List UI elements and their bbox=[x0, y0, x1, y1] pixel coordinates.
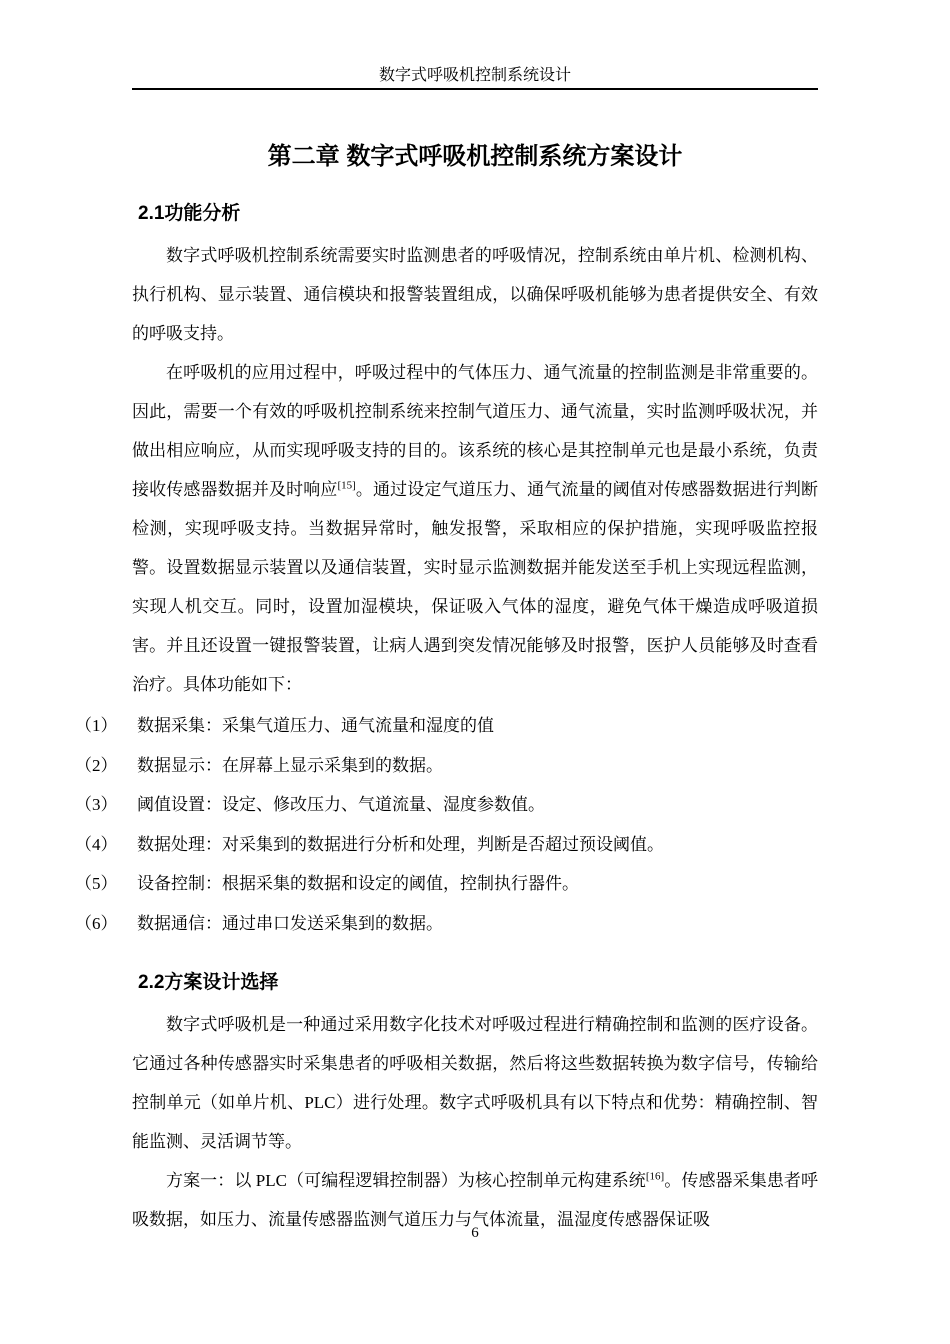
list-item-number: （6） bbox=[75, 913, 118, 933]
page-number: 6 bbox=[471, 1225, 479, 1241]
list-item-number: （3） bbox=[75, 795, 118, 814]
section-heading-2-1: 2.1功能分析 bbox=[138, 203, 241, 224]
list-item-text: 数据通信：通过串口发送采集到的数据。 bbox=[137, 913, 443, 933]
list-item-number: （4） bbox=[75, 834, 118, 854]
paragraph-text: 。通过设定气道压力、通气流量的阈值对传感器数据进行判断检测，实现呼吸支持。当数据异常时，触发报警，采取相应的保护措施，实现呼吸监控报警。设置数据显示装置以及通信装置，实时显示监测数据并能发送至手机上实现远程监测，实现人机交互。同时，设置加湿模块，保证吸入气体的湿度，避免气体干燥造成呼吸道损害。并且还设置一键报警装置，让病人遇到突发情况能够及时报警，医护人员能够及时查看治疗。具体功能如下： bbox=[132, 480, 818, 694]
paragraph-text: 方案一：以 PLC（可编程逻辑控制器）为核心控制单元构建系统 bbox=[166, 1171, 646, 1190]
list-item-number: （5） bbox=[75, 874, 118, 893]
list-item-number: （1） bbox=[75, 716, 118, 735]
running-header bbox=[132, 64, 818, 96]
paragraph-functions-overview: 数字式呼吸机控制系统需要实时监测患者的呼吸情况，控制系统由单片机、检测机构、执行机构、显示装置、通信模块和报警装置组成，以确保呼吸机能够为患者提供安全、有效的呼吸支持。 bbox=[132, 246, 818, 343]
list-item bbox=[75, 785, 818, 825]
chapter-title: 第二章 数字式呼吸机控制系统方案设计 bbox=[267, 143, 683, 170]
list-item-text: 阈值设置：设定、修改压力、气道流量、湿度参数值。 bbox=[137, 795, 545, 814]
paragraph-system-description bbox=[132, 353, 818, 704]
list-item-text: 设备控制：根据采集的数据和设定的阈值，控制执行器件。 bbox=[137, 874, 579, 893]
function-list bbox=[75, 706, 818, 943]
list-item bbox=[75, 706, 818, 746]
header-rule bbox=[132, 88, 818, 90]
citation-ref-16: [16] bbox=[645, 1170, 665, 1183]
list-item-text: 数据显示：在屏幕上显示采集到的数据。 bbox=[137, 755, 443, 775]
list-item-text: 数据采集：采集气道压力、通气流量和湿度的值 bbox=[137, 716, 494, 735]
list-item bbox=[75, 825, 818, 865]
section-heading-2-2: 2.2方案设计选择 bbox=[138, 972, 279, 993]
header-title: 数字式呼吸机控制系统设计 bbox=[378, 67, 571, 84]
list-item-text: 数据处理：对采集到的数据进行分析和处理，判断是否超过预设阈值。 bbox=[137, 834, 664, 854]
list-item bbox=[75, 904, 818, 944]
paragraph-text: 。传感器采集患者呼吸数据，如压力、流量传感器监测气道压力与气体流量，温湿度传感器保证吸 bbox=[132, 1171, 818, 1229]
paragraph-text: 在呼吸机的应用过程中，呼吸过程中的气体压力、通气流量的控制监测是非常重要的。因此，需要一个有效的呼吸机控制系统来控制气道压力、通气流量，实时监测呼吸状况，并做出相应响应，从而实现呼吸支持的目的。该系统的核心是其控制单元也是最小系统，负责接收传感器数据并及时响应 bbox=[132, 363, 818, 499]
list-item bbox=[75, 746, 818, 786]
citation-ref-15: [15] bbox=[337, 479, 356, 492]
list-item-number: （2） bbox=[75, 755, 118, 775]
paragraph-digital-ventilator-intro: 数字式呼吸机是一种通过采用数字化技术对呼吸过程进行精确控制和监测的医疗设备。它通过各种传感器实时采集患者的呼吸相关数据，然后将这些数据转换为数字信号，传输给控制单元（如单片机、PLC）进行处理。数字式呼吸机具有以下特点和优势：精确控制、智能监测、灵活调节等。 bbox=[132, 1015, 818, 1151]
list-item bbox=[75, 864, 818, 904]
